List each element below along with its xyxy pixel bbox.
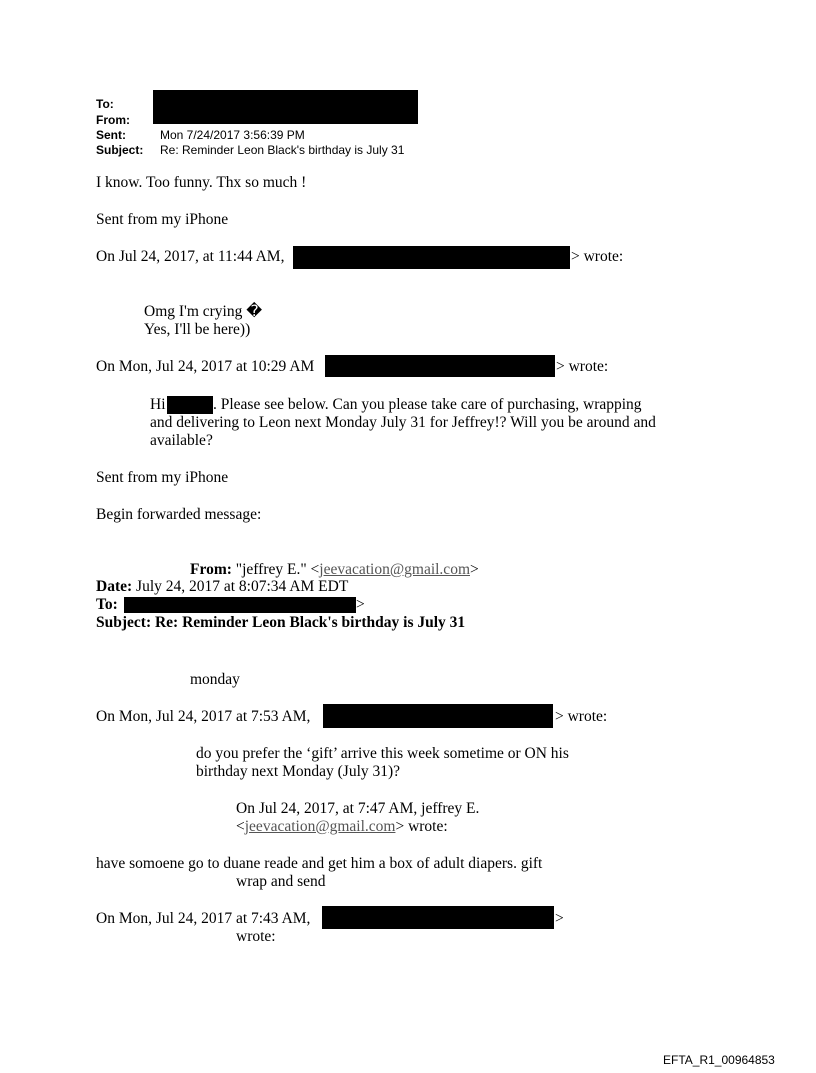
quote-header: <jeevacation@gmail.com> wrote: xyxy=(236,818,448,835)
quote-header: On Mon, Jul 24, 2017 at 10:29 AM xyxy=(96,358,315,375)
body-line: I know. Too funny. Thx so much ! xyxy=(96,174,307,191)
body-line: Yes, I'll be here)) xyxy=(144,321,251,338)
header-sent-value: Mon 7/24/2017 3:56:39 PM xyxy=(160,128,305,142)
body-line: wrap and send xyxy=(236,873,326,890)
quote-header-suffix: > wrote: xyxy=(556,358,609,375)
header-from-label: From: xyxy=(96,113,130,127)
body-line: birthday next Monday (July 31)? xyxy=(196,763,401,780)
header-to-label: To: xyxy=(96,97,114,111)
sent-from-iphone: Sent from my iPhone xyxy=(96,469,229,486)
email-link[interactable]: jeevacation@gmail.com xyxy=(244,818,396,835)
document-id: EFTA_R1_00964853 xyxy=(663,1053,775,1067)
forwarded-from: From: "jeffrey E." <jeevacation@gmail.com> xyxy=(190,561,479,578)
quote-header: On Jul 24, 2017, at 11:44 AM, xyxy=(96,248,285,265)
redaction-bar xyxy=(167,396,213,414)
quote-header: On Jul 24, 2017, at 7:47 AM, jeffrey E. xyxy=(236,800,480,817)
quote-header: wrote: xyxy=(236,928,276,945)
body-line: and delivering to Leon next Monday July 31 for Jeffrey!? Will you be around and xyxy=(150,414,656,431)
body-line: . Please see below. Can you please take care of purchasing, wrapping xyxy=(213,396,642,413)
quote-header-suffix: > xyxy=(555,910,564,927)
quote-header: On Mon, Jul 24, 2017 at 7:53 AM, xyxy=(96,708,311,725)
redaction-bar xyxy=(153,90,418,124)
quote-header-suffix: > wrote: xyxy=(555,708,608,725)
body-line: do you prefer the ‘gift’ arrive this week sometime or ON his xyxy=(196,745,569,762)
forwarded-subject: Subject: Re: Reminder Leon Black's birthday is July 31 xyxy=(96,614,466,631)
quote-header-suffix: > wrote: xyxy=(571,248,624,265)
redaction-bar xyxy=(323,704,553,728)
forwarded-to: To: xyxy=(96,596,118,613)
forwarded-to-suffix: > xyxy=(356,596,365,613)
redaction-bar xyxy=(124,597,356,613)
body-line: have somoene go to duane reade and get him a box of adult diapers. gift xyxy=(96,855,543,872)
redaction-bar xyxy=(322,906,554,929)
redaction-bar xyxy=(293,246,570,269)
body-line: available? xyxy=(150,432,213,449)
sent-from-iphone: Sent from my iPhone xyxy=(96,211,229,228)
body-line: monday xyxy=(190,671,240,688)
header-subject-value: Re: Reminder Leon Black's birthday is July 31 xyxy=(160,143,405,157)
redaction-bar xyxy=(325,355,555,377)
body-line: Omg I'm crying � xyxy=(144,303,263,320)
body-line: Hi xyxy=(150,396,166,413)
header-sent-label: Sent: xyxy=(96,128,126,142)
body-line: Begin forwarded message: xyxy=(96,506,262,523)
header-subject-label: Subject: xyxy=(96,143,144,157)
email-link[interactable]: jeevacation@gmail.com xyxy=(319,561,470,578)
forwarded-date: Date: July 24, 2017 at 8:07:34 AM EDT xyxy=(96,578,349,595)
quote-header: On Mon, Jul 24, 2017 at 7:43 AM, xyxy=(96,910,311,927)
